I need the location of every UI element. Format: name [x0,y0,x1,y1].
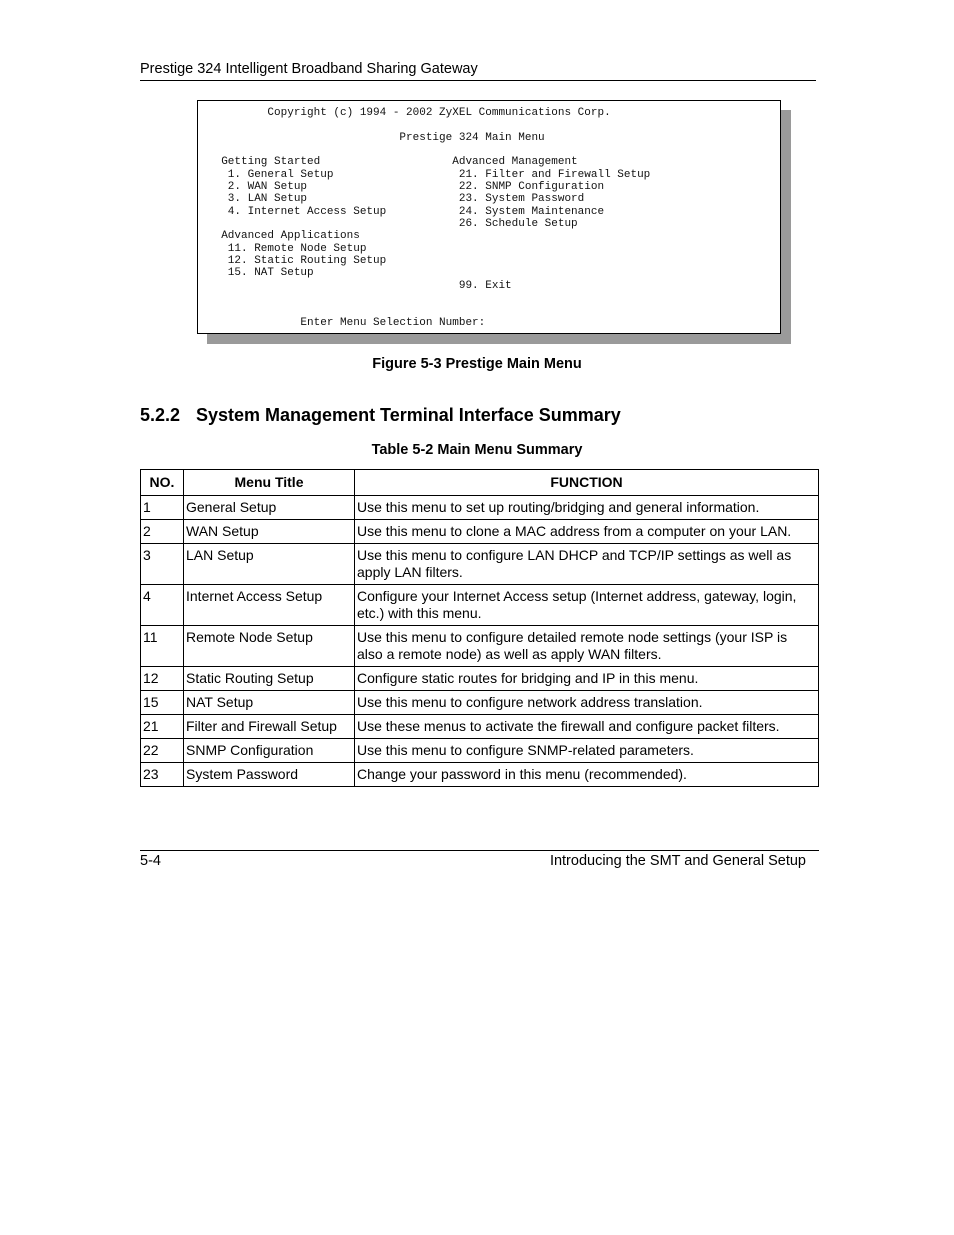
column-header-menu-title: Menu Title [184,470,355,496]
table-row [141,739,819,763]
column-header-no: NO. [141,470,184,496]
table-row [141,626,819,667]
cell-function: Use this menu to configure detailed remote node settings (your ISP is also a remote node) as well as apply WAN filters. [355,626,819,667]
cell-no: 21 [141,715,184,739]
running-header: Prestige 324 Intelligent Broadband Sharing Gateway [140,61,478,77]
cell-function: Use this menu to configure SNMP-related parameters. [355,739,819,763]
cell-no: 15 [141,691,184,715]
cell-no: 2 [141,520,184,544]
cell-no: 22 [141,739,184,763]
header-divider [140,80,816,81]
cell-no: 23 [141,763,184,787]
figure-caption: Figure 5-3 Prestige Main Menu [372,356,582,372]
cell-no: 3 [141,544,184,585]
table-caption: Table 5-2 Main Menu Summary [371,442,583,458]
cell-function: Use this menu to configure LAN DHCP and TCP/IP settings as well as apply LAN filters. [355,544,819,585]
table-row [141,715,819,739]
footer-divider [140,850,819,851]
cell-function: Use this menu to clone a MAC address from a computer on your LAN. [355,520,819,544]
cell-no: 11 [141,626,184,667]
cell-menu-title: WAN Setup [184,520,355,544]
table-row [141,520,819,544]
cell-menu-title: Remote Node Setup [184,626,355,667]
section-number: 5.2.2 [140,405,181,425]
chapter-title: Introducing the SMT and General Setup [549,853,806,869]
cell-no: 1 [141,496,184,520]
cell-menu-title: Filter and Firewall Setup [184,715,355,739]
table-row [141,691,819,715]
terminal-menu-text: Copyright (c) 1994 - 2002 ZyXEL Communications Corp. Prestige 324 Main Menu Getting Started Advanced Management 1. General Setup 21. Filter and Firewall Setup 2. WAN Setup 22. SNMP Configuration 3. LAN Setup 23. System Password 4. Internet Access Setup 24. System Maintenance 26. Schedule Setup Advanced Applications 11. Remote Node Setup 12. Static Routing Setup 15. NAT Setup 99. Exit Enter Menu Selection Number: [221,107,651,329]
cell-function: Configure static routes for bridging and IP in this menu. [355,667,819,691]
cell-menu-title: NAT Setup [184,691,355,715]
terminal-screenshot [197,100,781,334]
cell-function: Configure your Internet Access setup (Internet address, gateway, login, etc.) with this menu. [355,585,819,626]
cell-no: 12 [141,667,184,691]
cell-function: Use this menu to set up routing/bridging and general information. [355,496,819,520]
section-heading [140,405,621,426]
table-row [141,667,819,691]
table-header-row [141,470,819,496]
cell-menu-title: Static Routing Setup [184,667,355,691]
table-row [141,544,819,585]
table-row [141,585,819,626]
cell-menu-title: LAN Setup [184,544,355,585]
cell-menu-title: SNMP Configuration [184,739,355,763]
section-title: System Management Terminal Interface Summary [196,405,621,425]
column-header-function: FUNCTION [355,470,819,496]
page-number: 5-4 [140,853,161,869]
cell-menu-title: Internet Access Setup [184,585,355,626]
cell-function: Use these menus to activate the firewall and configure packet filters. [355,715,819,739]
cell-menu-title: System Password [184,763,355,787]
table-row [141,763,819,787]
cell-menu-title: General Setup [184,496,355,520]
table-row [141,496,819,520]
main-menu-summary-table [140,469,819,787]
cell-function: Change your password in this menu (recommended). [355,763,819,787]
cell-no: 4 [141,585,184,626]
cell-function: Use this menu to configure network address translation. [355,691,819,715]
